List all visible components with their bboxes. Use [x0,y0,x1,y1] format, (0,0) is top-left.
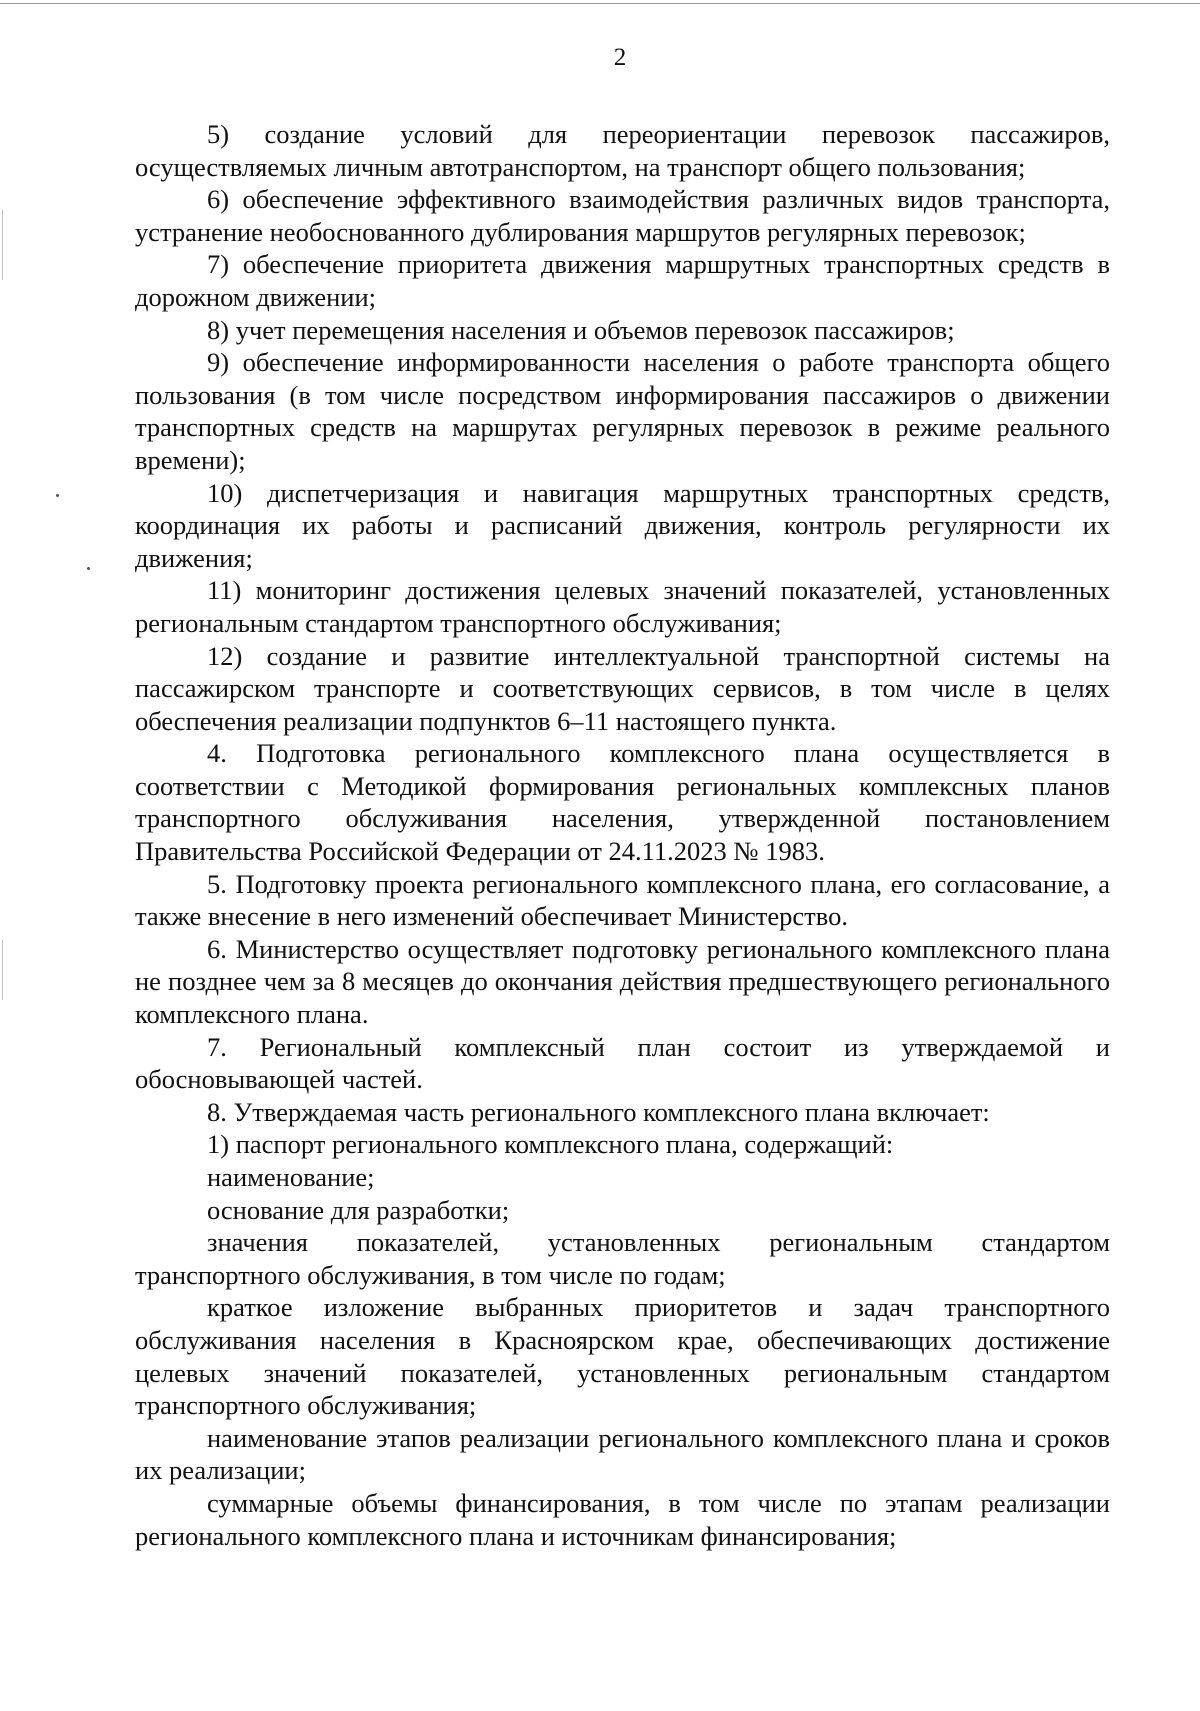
paragraph: 12) создание и развитие интеллектуальной транспортной системы на пассажирском транспорте и соответствующих сервисов, в том числе в целях обеспечения реализации подпунктов 6–11 настоящего пункта. [135,640,1110,736]
paragraph: 1) паспорт регионального комплексного плана, содержащий: [207,1129,894,1160]
paragraph: 11) мониторинг достижения целевых значений показателей, установленных региональным стандартом транспортного обслуживания; [135,575,1110,638]
paragraph: 8. Утверждаемая часть регионального комплексного плана включает: [207,1096,990,1127]
paragraph: основание для разработки; [207,1194,510,1225]
scan-dot [87,567,90,570]
paragraph: 7) обеспечение приоритета движения маршрутных транспортных средств в дорожном движении; [135,249,1110,312]
paragraph: 4. Подготовка регионального комплексного плана осуществляется в соответствии с Методикой формирования региональных комплексных планов транспортного обслуживания населения, утвержденной постановлением Правительства Российской Федерации от 24.11.2023 № 1983. [135,738,1110,867]
paragraph: 10) диспетчеризация и навигация маршрутных транспортных средств, координация их работы и расписаний движения, контроль регулярности их движения; [135,477,1110,573]
paragraph: 6) обеспечение эффективного взаимодействия различных видов транспорта, устранение необоснованного дублирования маршрутов регулярных перевозок; [135,184,1110,247]
scan-dot [56,494,59,497]
paragraph: 6. Министерство осуществляет подготовку регионального комплексного плана не позднее чем за 8 месяцев до окончания действия предшествующего регионального комплексного плана. [135,933,1110,1030]
paragraph: 5) создание условий для переориентации перевозок пассажиров, осуществляемых личным автотранспортом, на транспорт общего пользования; [135,119,1110,182]
document-body [135,118,1110,1552]
paragraph: суммарные объемы финансирования, в том числе по этапам реализации регионального комплексного плана и источникам финансирования; [135,1487,1110,1551]
page-number: 2 [613,44,627,71]
paragraph: наименование; [207,1162,375,1192]
paragraph: значения показателей, установленных региональным стандартом транспортного обслуживания, в том числе по годам; [135,1227,1110,1290]
scan-edge-mark [2,210,3,280]
paragraph: 9) обеспечение информированности населения о работе транспорта общего пользования (в том числе посредством информирования пассажиров о движении транспортных средств на маршрутах регулярных перевозок в режиме реального времени); [135,347,1110,475]
paragraph: краткое изложение выбранных приоритетов и задач транспортного обслуживания населения в Красноярском крае, обеспечивающих достижение целевых значений показателей, установленных региональным стандартом транспортного обслуживания; [135,1292,1110,1421]
paragraph: наименование этапов реализации регионального комплексного плана и сроков их реализации; [135,1422,1110,1486]
paragraph: 5. Подготовку проекта регионального комплексного плана, его согласование, а также внесение в него изменений обеспечивает Министерство. [135,868,1110,932]
paragraph: 7. Региональный комплексный план состоит из утверждаемой и обосновывающей частей. [135,1031,1110,1095]
top-rule [0,3,1200,4]
paragraph: 8) учет перемещения населения и объемов перевозок пассажиров; [207,314,955,345]
scan-edge-mark [2,940,3,1000]
